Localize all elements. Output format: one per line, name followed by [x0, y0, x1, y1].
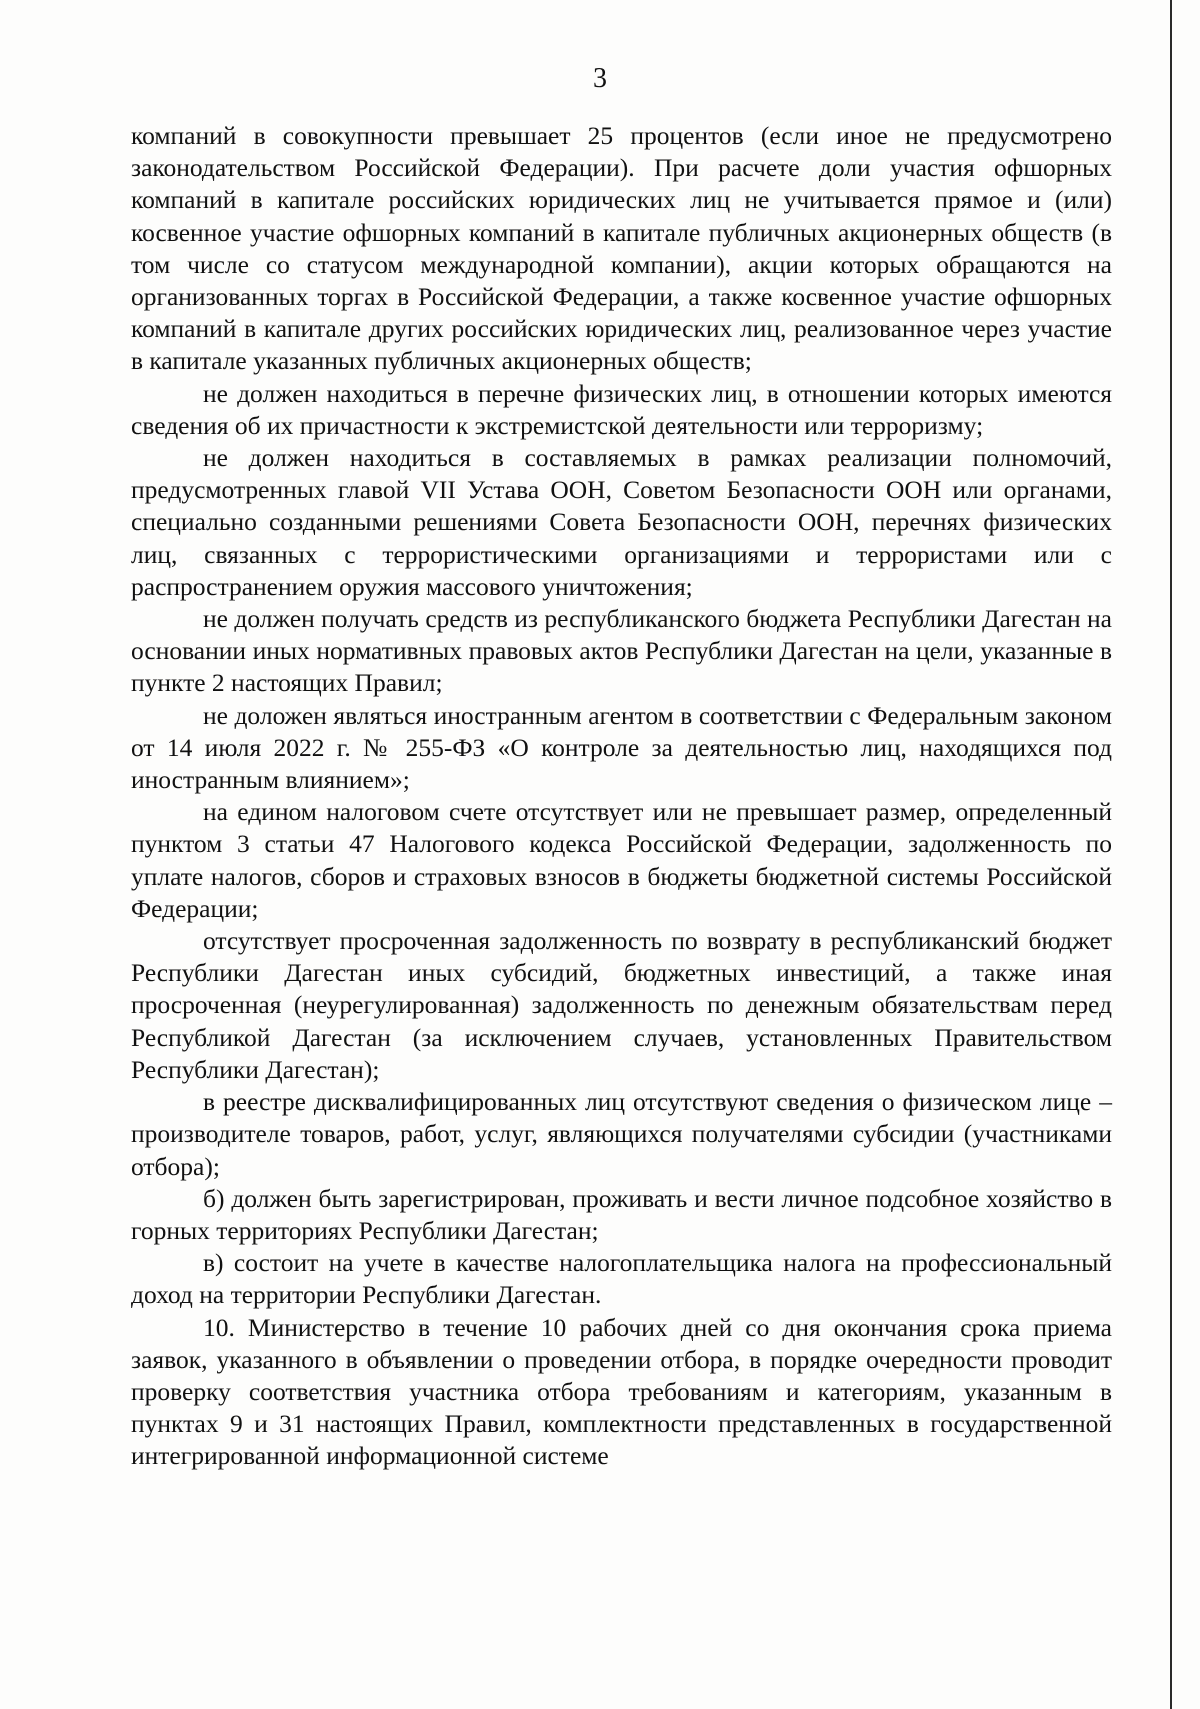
paragraph-disqualified-register: в реестре дисквалифицированных лиц отсутствуют сведения о физическом лице – производителе товаров, работ, услуг, являющихся получателями субсидии (участниками отбора);	[131, 1087, 1112, 1181]
document-body	[131, 120, 1112, 1473]
paragraph-extremism-list: не должен находиться в перечне физических лиц, в отношении которых имеются сведения об их причастности к экстремистской деятельности или терроризму;	[131, 378, 1112, 440]
paragraph-offshore-continuation: компаний в совокупности превышает 25 процентов (если иное не предусмотрено законодательством Российской Федерации). При расчете доли участия офшорных компаний в капитале российских юридических лиц не учитывается прямое и (или) косвенное участие офшорных компаний в капитале публичных акционерных обществ (в том числе со статусом международной компании), акции которых обращаются на организованных торгах в Российской Федерации, а также косвенное участие офшорных компаний в капитале других российских юридических лиц, реализованное через участие в капитале указанных публичных акционерных обществ;	[131, 121, 1112, 376]
paragraph-overdue-debt: отсутствует просроченная задолженность по возврату в республиканский бюджет Республики Дагестан иных субсидий, бюджетных инвестиций, а также иная просроченная (неурегулированная) задолженность по денежным обязательствам перед Республикой Дагестан (за исключением случаев, установленных Правительством Республики Дагестан);	[131, 926, 1112, 1084]
paragraph-budget-funds: не должен получать средств из республиканского бюджета Республики Дагестан на основании иных нормативных правовых актов Республики Дагестан на цели, указанные в пункте 2 настоящих Правил;	[131, 604, 1112, 698]
paragraph-foreign-agent: не доложен являться иностранным агентом в соответствии с Федеральным законом от 14 июля 2022 г. № 255-ФЗ «О контроле за деятельностью лиц, находящихся под иностранным влиянием»;	[131, 700, 1112, 795]
paragraph-item-b: б) должен быть зарегистрирован, проживать и вести личное подсобное хозяйство в горных территориях Республики Дагестан;	[131, 1183, 1112, 1245]
paragraph-section-10: 10. Министерство в течение 10 рабочих дней со дня окончания срока приема заявок, указанного в объявлении о проведении отбора, в порядке очередности проводит проверку соответствия участника отбора требованиям и категориям, указанным в пунктах 9 и 31 настоящих Правил, комплектности представленных в государственной интегрированной информационной системе	[131, 1312, 1112, 1471]
paragraph-item-v: в) состоит на учете в качестве налогоплательщика налога на профессиональный доход на территории Республики Дагестан.	[131, 1248, 1112, 1310]
scan-edge-line	[1170, 0, 1172, 1709]
paragraph-tax-debt: на едином налоговом счете отсутствует или не превышает размер, определенный пунктом 3 статьи 47 Налогового кодекса Российской Федерации, задолженность по уплате налогов, сборов и страховых взносов в бюджеты бюджетной системы Российской Федерации;	[131, 797, 1112, 923]
page-number: 3	[593, 63, 607, 94]
paragraph-un-lists: не должен находиться в составляемых в рамках реализации полномочий, предусмотренных главой VII Устава ООН, Советом Безопасности ООН или органами, специально созданными решениями Совета Безопасности ООН, перечнях физических лиц, связанных с террористическими организациями и террористами или с распространением оружия массового уничтожения;	[131, 443, 1112, 601]
